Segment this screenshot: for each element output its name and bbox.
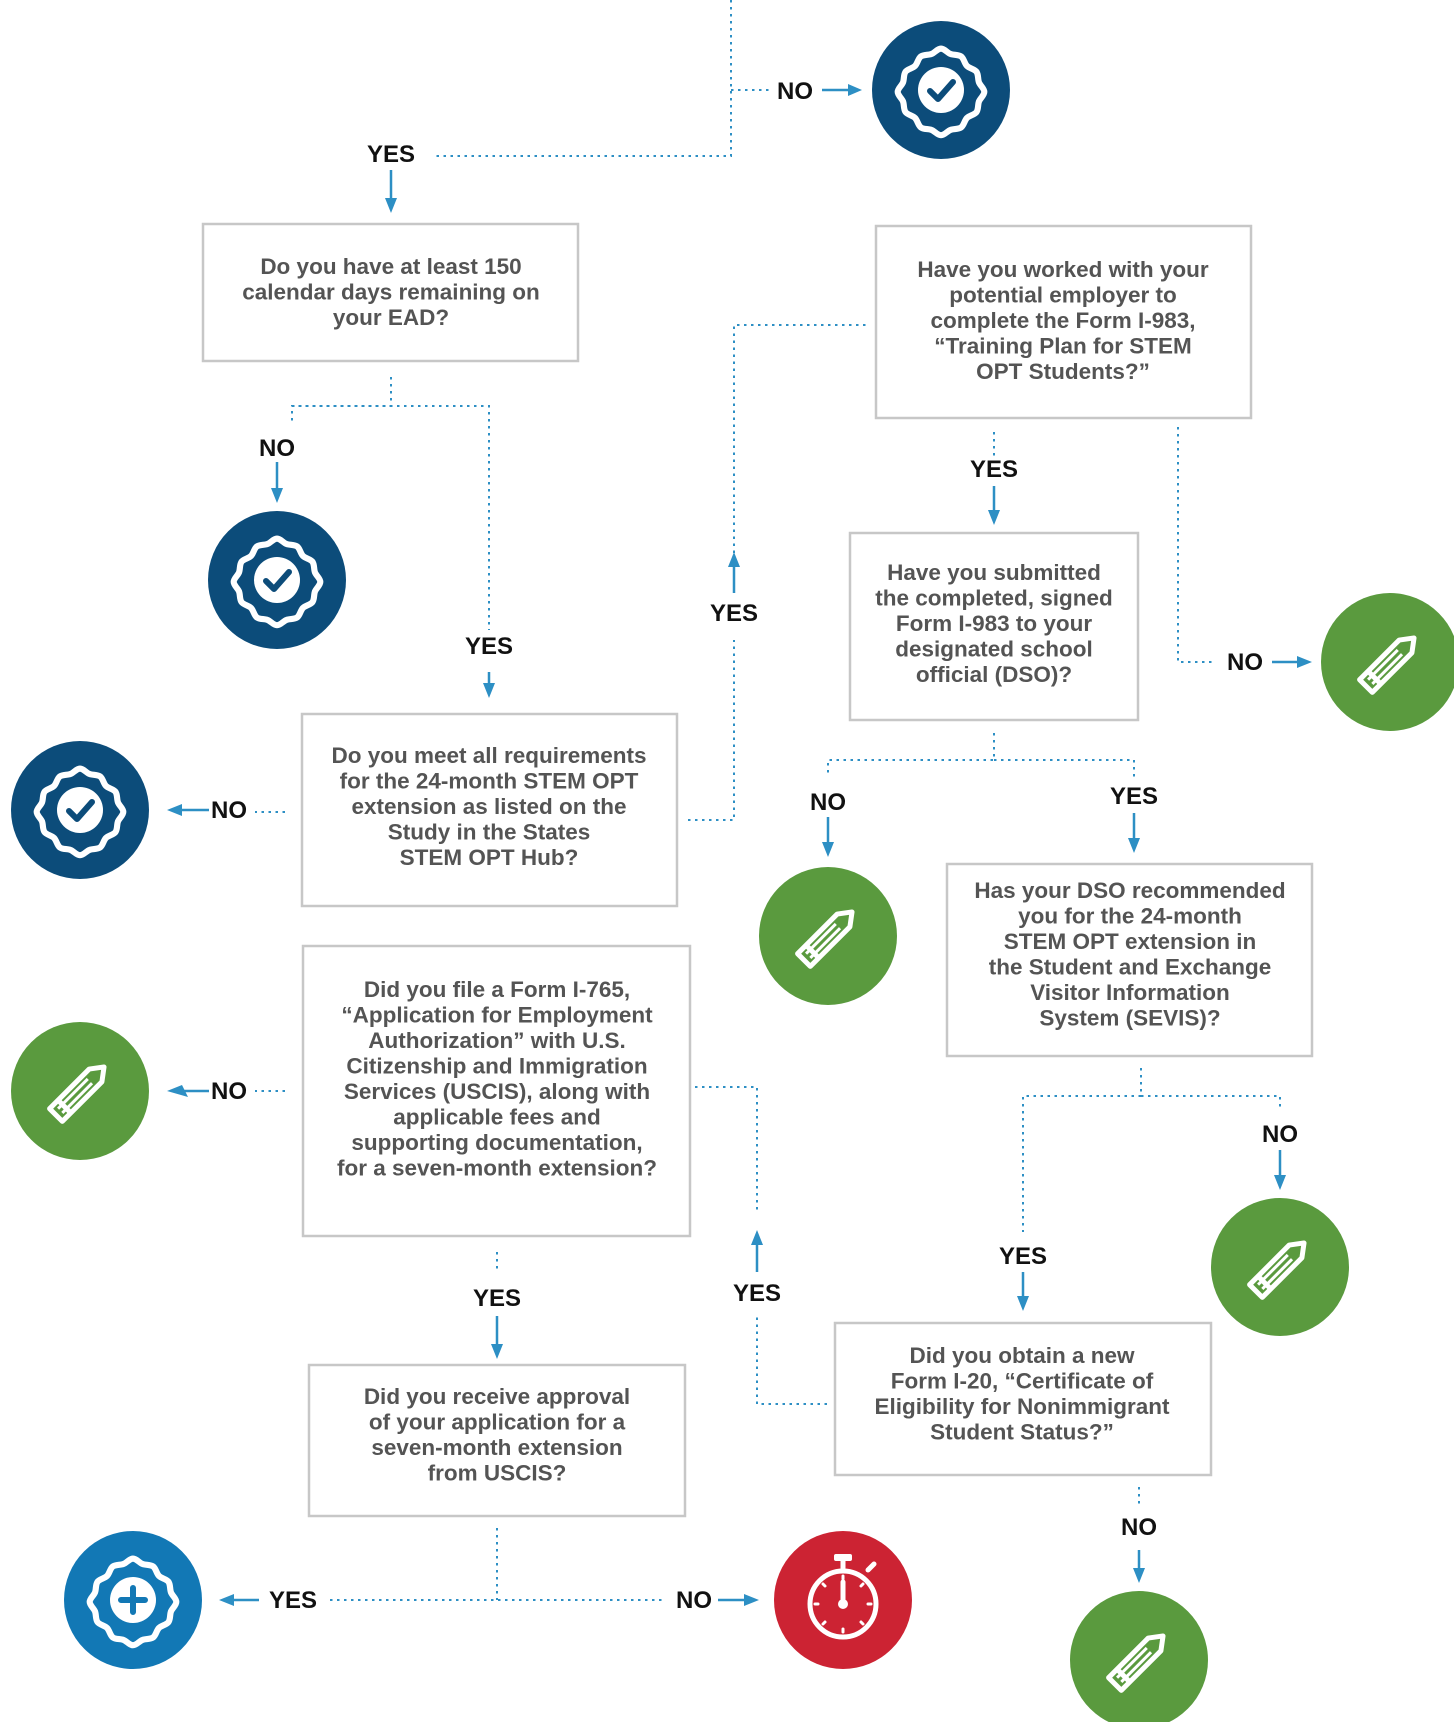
question-line: designated school xyxy=(895,636,1093,662)
label-req-yes: YES xyxy=(709,600,759,627)
arrow-150-yes xyxy=(483,672,495,698)
question-line: calendar days remaining on xyxy=(242,279,540,305)
label-i20-yes: YES xyxy=(732,1280,782,1307)
arrow-dso-yes xyxy=(1017,1272,1029,1311)
label-worked-yes: YES xyxy=(969,456,1019,483)
question-line: Services (USCIS), along with xyxy=(343,1079,651,1104)
question-line: your EAD? xyxy=(332,305,450,330)
question-line: STEM OPT Hub? xyxy=(399,845,579,870)
question-line: Form I-20, “Certificate of xyxy=(890,1368,1154,1394)
arrow-150-no xyxy=(271,462,283,503)
question-line: Did you obtain a new xyxy=(909,1343,1135,1368)
connector-top-trunk xyxy=(434,0,731,156)
question-line: Citizenship and Immigration xyxy=(346,1053,648,1079)
arrow-req-yes-up xyxy=(728,552,740,593)
connector-submitted-split xyxy=(828,733,1134,777)
label-approval-no: NO xyxy=(676,1587,712,1614)
question-i765 xyxy=(337,977,657,1181)
label-submitted-no: NO xyxy=(810,789,846,816)
arrow-submitted-no xyxy=(822,817,834,857)
arrow-i20-yes-up xyxy=(751,1230,763,1272)
question-line: applicable fees and xyxy=(393,1104,601,1130)
endpoint-eligible-top xyxy=(872,21,1010,159)
question-line: “Application for Employment xyxy=(341,1002,653,1028)
connector-approval-split xyxy=(330,1528,665,1600)
question-line: Visitor Information xyxy=(1030,980,1230,1005)
endpoint-eligible-requirements xyxy=(11,741,149,879)
label-top-no: NO xyxy=(777,78,813,105)
endpoint-wait xyxy=(774,1531,912,1669)
question-line: OPT Students?” xyxy=(976,359,1150,384)
connector-req-yes-up xyxy=(734,325,866,553)
question-line: Student Status?” xyxy=(930,1419,1114,1445)
label-i765-no: NO xyxy=(211,1078,247,1105)
label-150-no: NO xyxy=(259,435,295,462)
question-line: System (SEVIS)? xyxy=(1039,1005,1221,1031)
question-line: potential employer to xyxy=(949,282,1177,308)
question-line: for the 24-month STEM OPT xyxy=(339,768,639,794)
question-line: Form I-983 to your xyxy=(895,611,1093,636)
label-i20-no: NO xyxy=(1121,1514,1157,1541)
question-line: Do you have at least 150 xyxy=(260,254,522,279)
question-line: for a seven-month extension? xyxy=(336,1155,658,1181)
arrow-i765-yes xyxy=(491,1316,503,1359)
question-line: Do you meet all requirements xyxy=(331,743,647,768)
endpoint-action-worked xyxy=(1321,593,1454,731)
connector-i20-left xyxy=(757,1317,827,1404)
arrow-worked-no xyxy=(1272,656,1312,668)
arrow-submitted-yes xyxy=(1128,813,1140,853)
question-line: Did you file a Form I-765, xyxy=(363,977,631,1002)
arrow-i765-no xyxy=(167,1085,209,1097)
endpoint-eligible-150 xyxy=(208,511,346,649)
endpoint-action-i765 xyxy=(11,1022,149,1160)
connector-req-yes xyxy=(688,640,734,820)
label-worked-no: NO xyxy=(1227,649,1263,676)
question-line: Have you worked with your xyxy=(917,257,1209,282)
question-line: you for the 24-month xyxy=(1018,903,1242,929)
label-dso-no: NO xyxy=(1262,1121,1298,1148)
endpoint-action-i20 xyxy=(1070,1591,1208,1722)
question-line: the Student and Exchange xyxy=(988,954,1272,980)
arrow-dso-no xyxy=(1274,1150,1286,1190)
question-line: “Training Plan for STEM xyxy=(934,333,1192,359)
question-line: the completed, signed xyxy=(875,585,1113,611)
arrow-i20-no xyxy=(1133,1550,1145,1583)
label-dso-yes: YES xyxy=(998,1243,1048,1270)
connector-i765-right xyxy=(695,1087,757,1212)
question-line: of your application for a xyxy=(368,1409,626,1435)
endpoint-action-submitted xyxy=(759,867,897,1005)
arrow-approval-no xyxy=(718,1594,759,1606)
connector-worked-no xyxy=(1178,427,1215,662)
label-150-yes: YES xyxy=(464,633,514,660)
label-submitted-yes: YES xyxy=(1109,783,1159,810)
connector-dso-split xyxy=(1023,1068,1280,1232)
endpoint-apply xyxy=(64,1531,202,1669)
question-line: seven-month extension xyxy=(371,1435,623,1460)
question-line: from USCIS? xyxy=(427,1460,567,1486)
question-line: supporting documentation, xyxy=(351,1130,643,1155)
label-i765-yes: YES xyxy=(472,1285,522,1312)
arrow-approval-yes xyxy=(219,1594,259,1606)
question-boxes xyxy=(203,224,1312,1516)
label-req-no: NO xyxy=(211,797,247,824)
arrow-top-yes xyxy=(385,170,397,213)
question-line: Study in the States xyxy=(387,819,591,845)
arrow-top-no xyxy=(822,84,862,96)
question-line: extension as listed on the xyxy=(351,794,627,819)
question-line: complete the Form I-983, xyxy=(930,308,1196,333)
question-line: Has your DSO recommended xyxy=(974,878,1286,903)
arrow-worked-yes xyxy=(988,486,1000,525)
question-line: Did you receive approval xyxy=(363,1384,631,1409)
question-line: STEM OPT extension in xyxy=(1003,929,1257,954)
question-line: official (DSO)? xyxy=(915,662,1073,687)
label-approval-yes: YES xyxy=(268,1587,318,1614)
question-line: Eligibility for Nonimmigrant xyxy=(874,1394,1170,1419)
arrow-req-no xyxy=(167,804,209,816)
question-line: Have you submitted xyxy=(887,560,1101,585)
label-top-yes: YES xyxy=(366,141,416,168)
question-line: Authorization” with U.S. xyxy=(368,1028,626,1053)
endpoint-action-dso xyxy=(1211,1198,1349,1336)
